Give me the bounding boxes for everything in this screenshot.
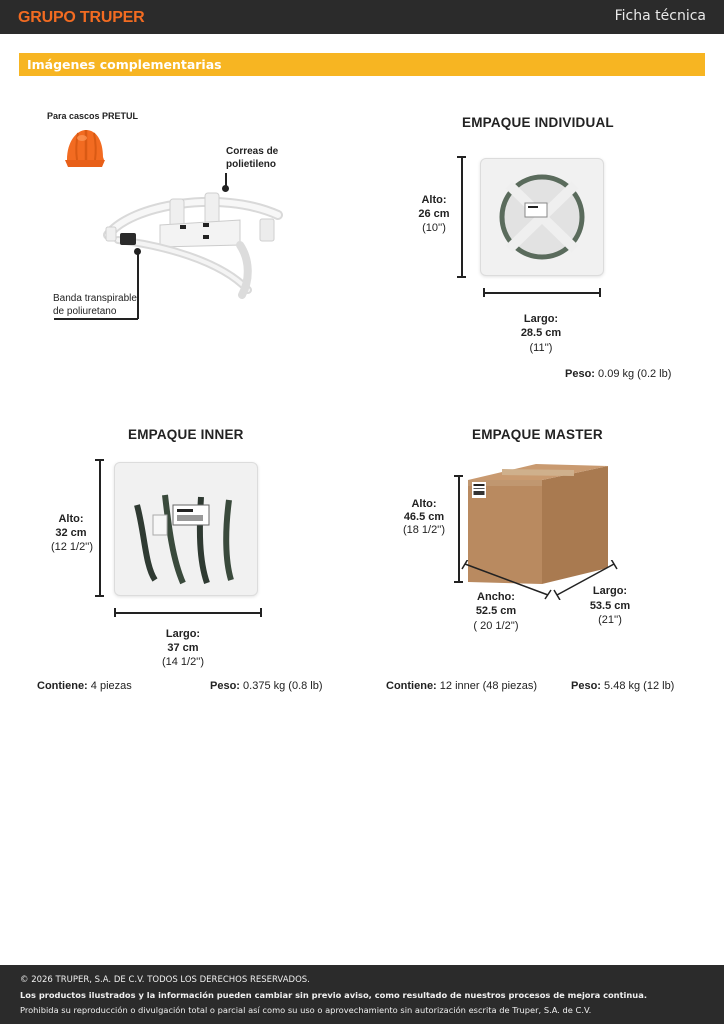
inner-height-imperial: (12 1/2'') <box>50 541 94 553</box>
master-contains-label: Contiene: <box>386 680 437 692</box>
master-height-metric: 46.5 cm <box>403 511 445 523</box>
footer-copyright: © 2026 TRUPER, S.A. DE C.V. TODOS LOS DERECHOS RESERVADOS. <box>20 975 310 985</box>
individual-length-imperial: (11'') <box>529 342 553 354</box>
straps-callout-line-1: Correas de <box>226 146 279 157</box>
inner-contains-value: 4 piezas <box>90 680 132 692</box>
individual-length-line <box>483 292 600 294</box>
inner-length-imperial: (14 1/2'') <box>161 656 205 668</box>
master-height-label: Alto: <box>411 498 437 510</box>
inner-weight-label: Peso: <box>210 680 240 692</box>
inner-height-line <box>99 459 101 596</box>
individual-height-line <box>461 156 463 277</box>
inner-length-cap-left <box>114 608 116 617</box>
band-callout-line-1: Banda transpirable <box>53 293 137 304</box>
compat-label: Para cascos PRETUL <box>47 111 139 121</box>
band-leader-v <box>137 252 139 319</box>
hard-hat-icon <box>64 127 106 171</box>
footer-notice: Los productos ilustrados y la información pueden cambiar sin previo aviso, como resultado de nuestros procesos de mejora continua. <box>20 990 647 1000</box>
inner-contains <box>37 679 132 693</box>
master-pack-title: EMPAQUE MASTER <box>472 427 603 442</box>
inner-height-label: Alto: <box>58 513 84 525</box>
master-length-label: Largo: <box>592 585 628 597</box>
master-contains <box>386 679 537 693</box>
footer-prohibition: Prohibida su reproducción o divulgación total o parcial así como su uso o aprovechamiento sin autorización escrita de Truper, S.A. de C.V. <box>20 1005 592 1015</box>
individual-length-label: Largo: <box>523 313 559 325</box>
straps-callout <box>226 145 278 171</box>
footer <box>0 965 724 1024</box>
master-width-metric: 52.5 cm <box>475 605 517 617</box>
individual-height-cap-bottom <box>457 276 466 278</box>
top-bar <box>0 0 724 34</box>
band-leader-dot <box>134 248 141 255</box>
individual-weight-value: 0.09 kg (0.2 lb) <box>598 368 672 380</box>
band-leader-h <box>54 318 138 320</box>
inner-length-label: Largo: <box>165 628 201 640</box>
master-width-imperial: ( 20 1/2'') <box>473 620 519 632</box>
section-title: Imágenes complementarias <box>27 57 222 72</box>
band-callout-line-2: de poliuretano <box>53 306 117 317</box>
individual-weight <box>565 367 671 381</box>
individual-weight-label: Peso: <box>565 368 595 380</box>
individual-height-label: Alto: <box>421 194 447 206</box>
master-height-cap-top <box>454 475 463 477</box>
inner-height-metric: 32 cm <box>55 527 87 539</box>
individual-pack-title: EMPAQUE INDIVIDUAL <box>462 115 614 130</box>
master-weight-value: 5.48 kg (12 lb) <box>604 680 675 692</box>
master-width-label: Ancho: <box>477 591 515 603</box>
master-weight-label: Peso: <box>571 680 601 692</box>
master-length-metric: 53.5 cm <box>589 600 631 612</box>
inner-length-line <box>114 612 261 614</box>
inner-contains-label: Contiene: <box>37 680 88 692</box>
inner-length-cap-right <box>260 608 262 617</box>
master-contains-value: 12 inner (48 piezas) <box>439 680 538 692</box>
master-height-imperial: (18 1/2'') <box>402 524 446 536</box>
inner-weight <box>210 679 323 693</box>
inner-weight-value: 0.375 kg (0.8 lb) <box>243 680 323 692</box>
document-type: Ficha técnica <box>614 8 706 24</box>
straps-callout-line-2: polietileno <box>226 159 276 170</box>
individual-height-imperial: (10'') <box>422 222 446 234</box>
inner-length-metric: 37 cm <box>167 642 199 654</box>
master-length-imperial: (21'') <box>598 614 622 626</box>
master-weight <box>571 679 674 693</box>
inner-height-cap-bottom <box>95 595 104 597</box>
individual-length-cap-left <box>483 288 485 297</box>
brand-logo: GRUPO TRUPER <box>18 9 145 26</box>
helmet-suspension-image <box>100 185 285 305</box>
individual-length-cap-right <box>599 288 601 297</box>
individual-height-cap-top <box>457 156 466 158</box>
straps-leader-dot <box>222 185 229 192</box>
inner-bag-image <box>114 462 258 596</box>
inner-pack-title: EMPAQUE INNER <box>128 427 244 442</box>
individual-length-metric: 28.5 cm <box>520 327 562 339</box>
plastic-bag-image <box>480 158 604 276</box>
inner-height-cap-top <box>95 459 104 461</box>
band-callout <box>53 292 137 318</box>
section-header <box>19 53 705 76</box>
individual-height-metric: 26 cm <box>418 208 450 220</box>
